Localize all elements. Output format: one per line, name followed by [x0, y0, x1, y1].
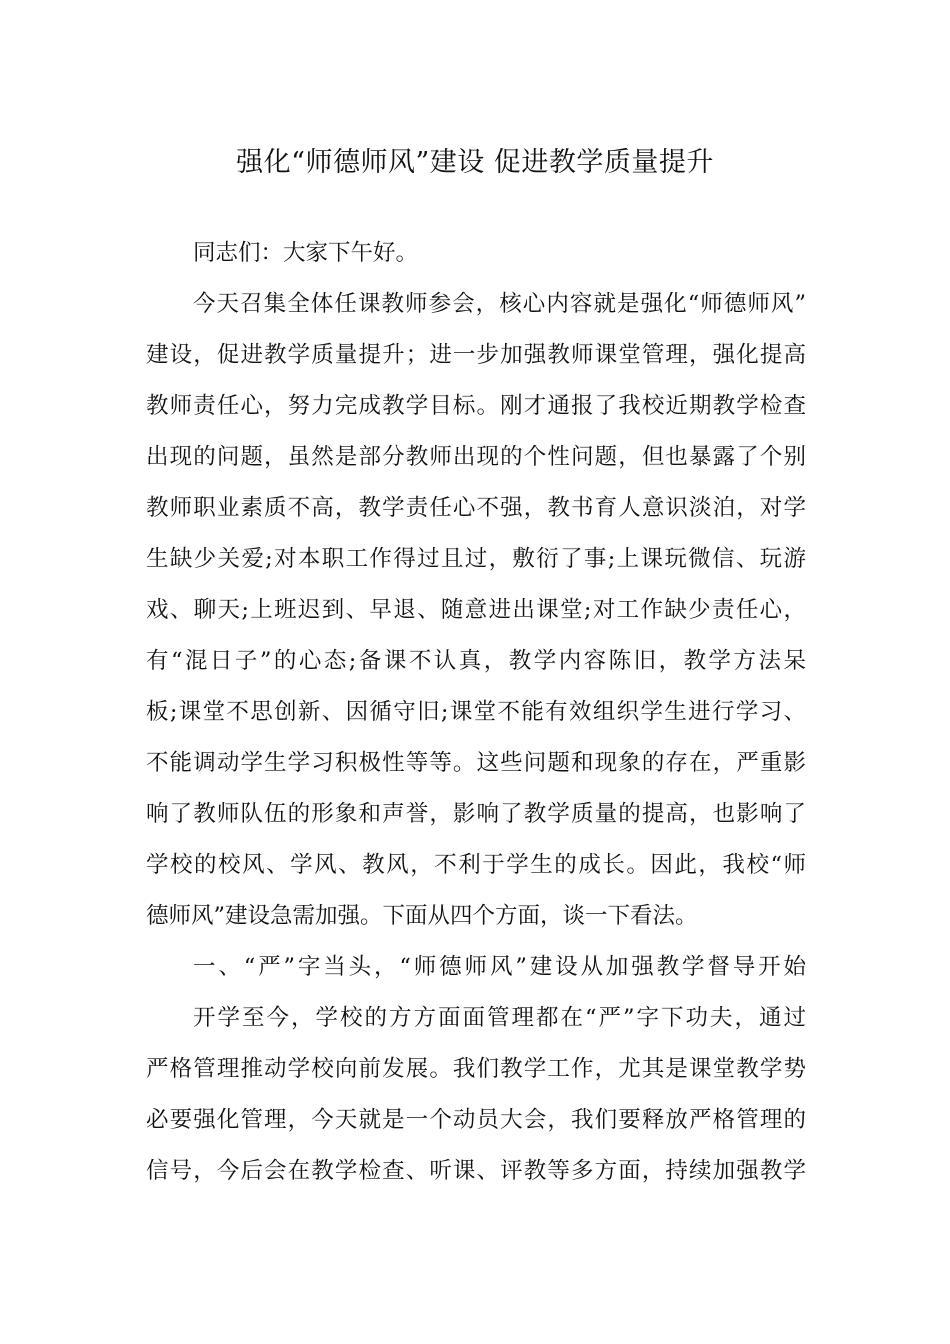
paragraph-line: 德师风”建设急需加强。下面从四个方面，谈一下看法。: [146, 903, 698, 929]
paragraph-line: 出现的问题，虽然是部分教师出现的个性问题，但也暴露了个别: [146, 444, 806, 470]
paragraph-line: 学校的校风、学风、教风，不利于学生的成长。因此，我校“师: [146, 852, 806, 878]
document-title: 强化“师德师风”建设 促进教学质量提升: [236, 147, 714, 178]
paragraph-line: 教师责任心，努力完成教学目标。刚才通报了我校近期教学检查: [146, 393, 806, 419]
paragraph-line: 生缺少关爱;对本职工作得过且过，敷衍了事;上课玩微信、玩游: [146, 546, 806, 572]
greeting-line: 同志们：大家下午好。: [193, 240, 419, 266]
paragraph-line: 教师职业素质不高，教学责任心不强，教书育人意识淡泊，对学: [146, 495, 806, 521]
paragraph-line: 板;课堂不思创新、因循守旧;课堂不能有效组织学生进行学习、: [146, 699, 806, 725]
paragraph-line: 不能调动学生学习积极性等等。这些问题和现象的存在，严重影: [146, 750, 806, 776]
paragraph-line: 建设，促进教学质量提升；进一步加强教师课堂管理，强化提高: [146, 342, 806, 368]
paragraph-line: 响了教师队伍的形象和声誉，影响了教学质量的提高，也影响了: [146, 801, 806, 827]
paragraph-line: 信号，今后会在教学检查、听课、评教等多方面，持续加强教学: [146, 1158, 806, 1184]
paragraph-line: 必要强化管理，今天就是一个动员大会，我们要释放严格管理的: [146, 1107, 806, 1133]
paragraph-line: 严格管理推动学校向前发展。我们教学工作，尤其是课堂教学势: [146, 1056, 806, 1082]
paragraph-line: 戏、聊天;上班迟到、早退、随意进出课堂;对工作缺少责任心，: [146, 597, 806, 623]
paragraph-line: 今天召集全体任课教师参会，核心内容就是强化“师德师风”: [193, 291, 806, 317]
section-heading: 一、“严”字当头，“师德师风”建设从加强教学督导开始: [193, 954, 806, 980]
paragraph-line: 有“混日子”的心态;备课不认真，教学内容陈旧，教学方法呆: [146, 648, 806, 674]
paragraph-line: 开学至今，学校的方方面面管理都在“严”字下功夫，通过: [193, 1005, 806, 1031]
